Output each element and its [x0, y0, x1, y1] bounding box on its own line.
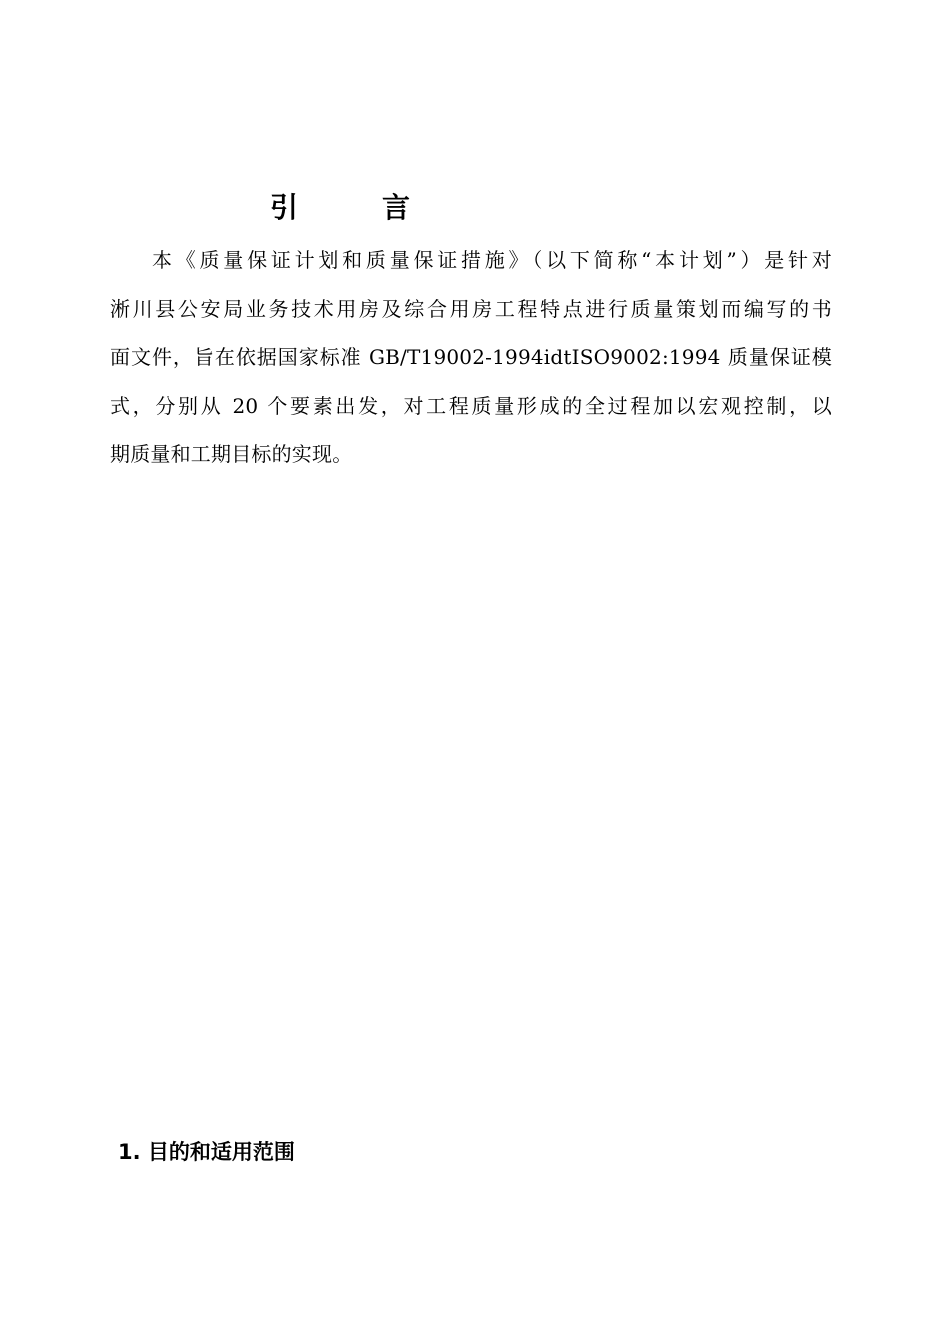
intro-line: 期质量和工期目标的实现。: [110, 442, 353, 466]
title-char-yin: 引: [270, 191, 299, 224]
intro-line: 淅川县公安局业务技术用房及综合用房工程特点进行质量策划而编写的书: [110, 296, 832, 321]
title-char-yan: 言: [382, 191, 411, 224]
intro-line: 面文件，旨在依据国家标准 GB/T19002-1994idtISO9002:1994 质量保证模: [110, 345, 832, 369]
section-heading: 1. 目的和适用范围: [118, 1140, 295, 1164]
intro-line: 本《质量保证计划和质量保证措施》（以下简称“本计划”）是针对: [152, 248, 832, 272]
intro-line: 式，分别从 20 个要素出发，对工程质量形成的全过程加以宏观控制，以: [110, 393, 832, 418]
intro-paragraph: [110, 236, 832, 479]
page-title: [270, 188, 430, 228]
